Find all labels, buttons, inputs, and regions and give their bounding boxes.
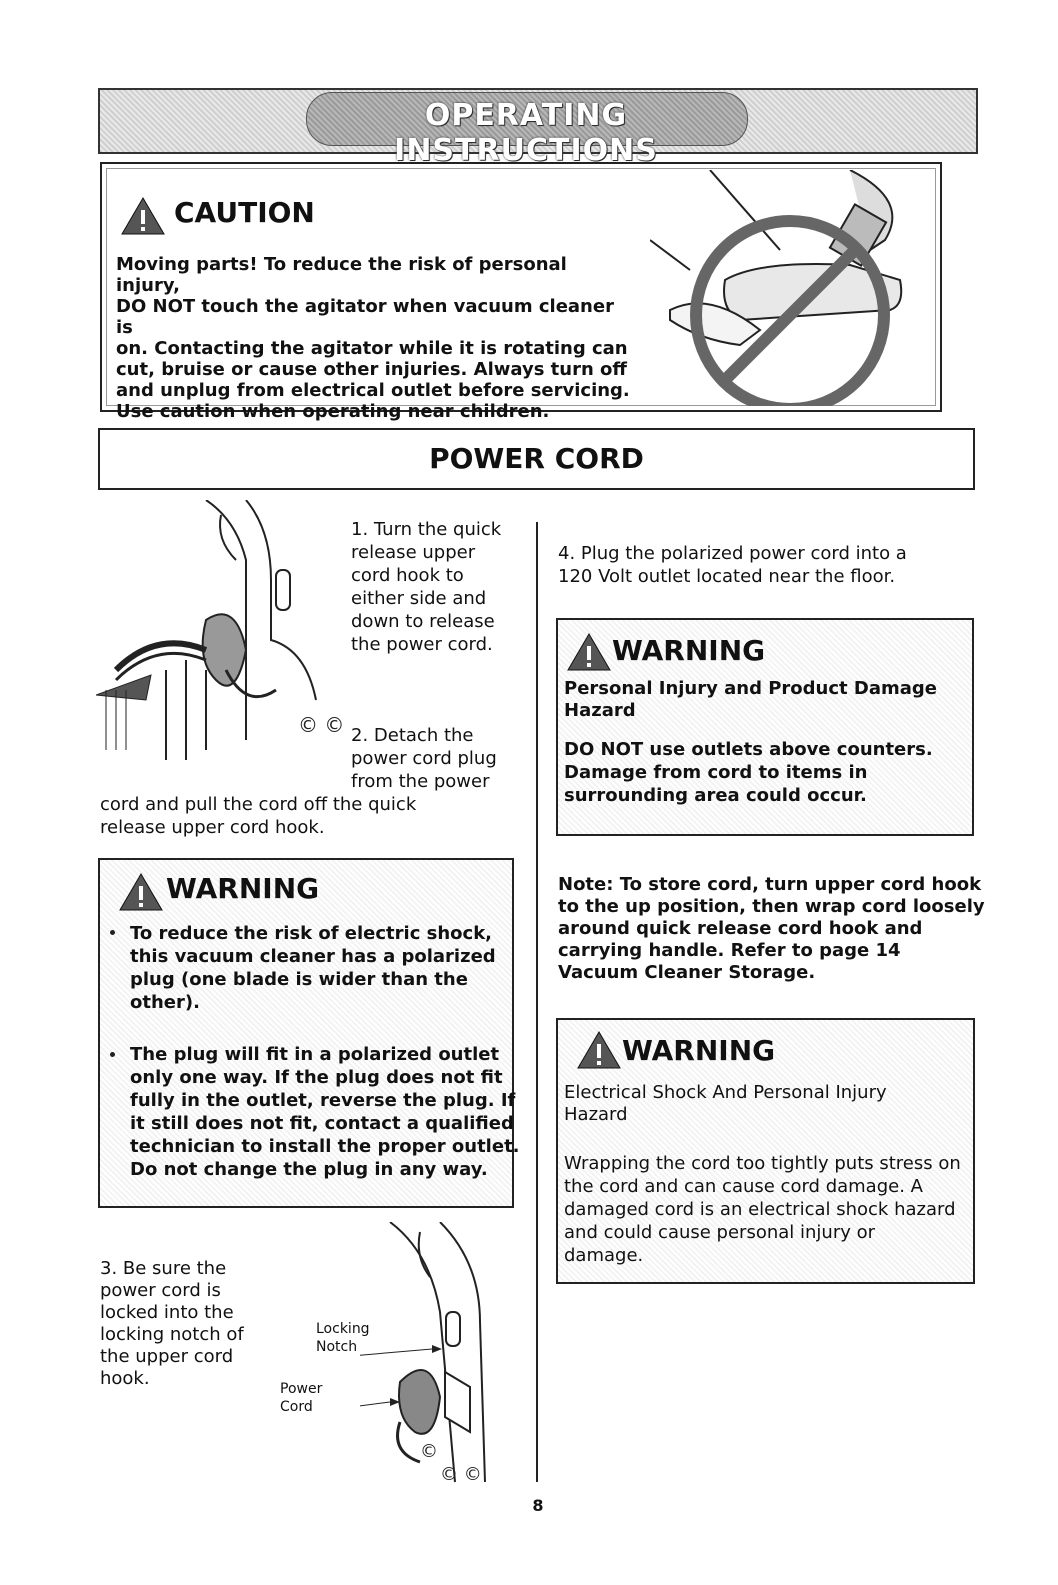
step-4-line: 120 Volt outlet located near the floor. xyxy=(558,566,896,587)
warning-line: Damage from cord to items in xyxy=(564,762,868,783)
warning-icon xyxy=(576,1030,622,1070)
locking-label: Locking xyxy=(316,1321,370,1337)
caution-line: and unplug from electrical outlet before servicing. xyxy=(116,380,630,401)
caution-line: DO NOT touch the agitator when vacuum cleaner is xyxy=(116,296,614,338)
step-2-line: from the power xyxy=(351,771,490,792)
bullet-icon xyxy=(110,1052,115,1057)
step-2-line: 2. Detach the xyxy=(351,725,474,746)
power-cord-label xyxy=(280,1380,322,1416)
step-2-continued xyxy=(100,793,416,839)
note-line: to the up position, then wrap cord loosely xyxy=(558,896,985,917)
step-3-line: the upper cord xyxy=(100,1346,234,1367)
warning-heading: WARNING xyxy=(612,634,766,667)
warning-line: this vacuum cleaner has a polarized xyxy=(130,946,496,967)
warning-line: technician to install the proper outlet. xyxy=(130,1136,520,1157)
page-number: 8 xyxy=(532,1496,544,1515)
cord-hook-release-illustration xyxy=(96,500,346,770)
notch-label: Notch xyxy=(316,1339,358,1355)
step-2-line: cord and pull the cord off the quick xyxy=(100,794,417,815)
warning-line: and could cause personal injury or xyxy=(564,1222,876,1243)
step-3-line: locked into the xyxy=(100,1302,234,1323)
warning-line: it still does not fit, contact a qualified xyxy=(130,1113,514,1134)
step-2-line: release upper cord hook. xyxy=(100,817,325,838)
power-label: Power xyxy=(280,1381,323,1397)
step-3 xyxy=(100,1258,244,1390)
step-1-line: down to release xyxy=(351,611,495,632)
step-1-line: 1. Turn the quick xyxy=(351,519,502,540)
warning-heading: WARNING xyxy=(166,872,320,905)
caution-heading: CAUTION xyxy=(174,196,315,229)
warning-line: only one way. If the plug does not fit xyxy=(130,1067,503,1088)
svg-text:© ©: © © xyxy=(298,713,345,737)
svg-text:©: © xyxy=(420,1441,438,1462)
step-2 xyxy=(351,724,497,793)
warning-line: Do not change the plug in any way. xyxy=(130,1159,488,1180)
warning-2-body xyxy=(564,738,933,807)
step-1-line: either side and xyxy=(351,588,487,609)
warning-heading: WARNING xyxy=(622,1034,776,1067)
warning-2-hazard xyxy=(564,678,937,722)
step-1-line: the power cord. xyxy=(351,634,493,655)
warning-line: The plug will fit in a polarized outlet xyxy=(130,1044,500,1065)
note-line: Note: To store cord, turn upper cord hook xyxy=(558,874,982,895)
caution-line: Use caution when operating near children. xyxy=(116,401,550,422)
warning-3-hazard xyxy=(564,1082,887,1126)
svg-text:© ©: © © xyxy=(440,1464,482,1485)
step-3-line: 3. Be sure the xyxy=(100,1258,227,1279)
locking-notch-illustration xyxy=(360,1222,520,1487)
step-1 xyxy=(351,518,501,656)
caution-line: cut, bruise or cause other injuries. Always turn off xyxy=(116,359,627,380)
warning-line: DO NOT use outlets above counters. xyxy=(564,739,933,760)
warning-3-body xyxy=(564,1152,961,1267)
warning-icon xyxy=(566,632,612,672)
warning-line: Electrical Shock And Personal Injury xyxy=(564,1082,887,1103)
warning-line: damaged cord is an electrical shock hazard xyxy=(564,1199,956,1220)
step-3-line: locking notch of xyxy=(100,1324,244,1345)
locking-notch-label xyxy=(316,1320,370,1356)
warning-line: plug (one blade is wider than the xyxy=(130,969,468,990)
page-title: OPERATING INSTRUCTIONS xyxy=(394,98,658,168)
note-line: carrying handle. Refer to page 14 xyxy=(558,940,901,961)
warning-line: surrounding area could occur. xyxy=(564,785,867,806)
section-title: POWER CORD xyxy=(429,442,644,475)
warning-1-bullet-1 xyxy=(130,922,496,1014)
step-2-line: power cord plug xyxy=(351,748,497,769)
step-3-line: hook. xyxy=(100,1368,150,1389)
warning-line: Hazard xyxy=(564,700,636,721)
warning-line: To reduce the risk of electric shock, xyxy=(130,923,493,944)
warning-1-bullet-2 xyxy=(130,1043,520,1181)
note-line: around quick release cord hook and xyxy=(558,918,923,939)
warning-line: Wrapping the cord too tightly puts stress on xyxy=(564,1153,961,1174)
step-1-line: release upper xyxy=(351,542,476,563)
warning-line: the cord and can cause cord damage. A xyxy=(564,1176,923,1197)
warning-line: Personal Injury and Product Damage xyxy=(564,678,937,699)
warning-line: damage. xyxy=(564,1245,644,1266)
column-divider xyxy=(536,522,538,1482)
step-3-line: power cord is xyxy=(100,1280,221,1301)
storage-note xyxy=(558,874,985,984)
warning-icon xyxy=(118,872,164,912)
no-touch-agitator-illustration xyxy=(650,170,935,406)
bullet-icon xyxy=(110,930,115,935)
step-1-line: cord hook to xyxy=(351,565,464,586)
warning-line: Hazard xyxy=(564,1104,628,1125)
warning-line: fully in the outlet, reverse the plug. If xyxy=(130,1090,516,1111)
warning-line: other). xyxy=(130,992,200,1013)
note-line: Vacuum Cleaner Storage. xyxy=(558,962,816,983)
step-4 xyxy=(558,542,907,588)
caution-line: Moving parts! To reduce the risk of personal injury, xyxy=(116,254,567,296)
caution-text xyxy=(116,254,636,422)
caution-icon xyxy=(120,196,166,236)
caution-line: on. Contacting the agitator while it is rotating can xyxy=(116,338,628,359)
cord-label: Cord xyxy=(280,1399,313,1415)
step-4-line: 4. Plug the polarized power cord into a xyxy=(558,543,907,564)
